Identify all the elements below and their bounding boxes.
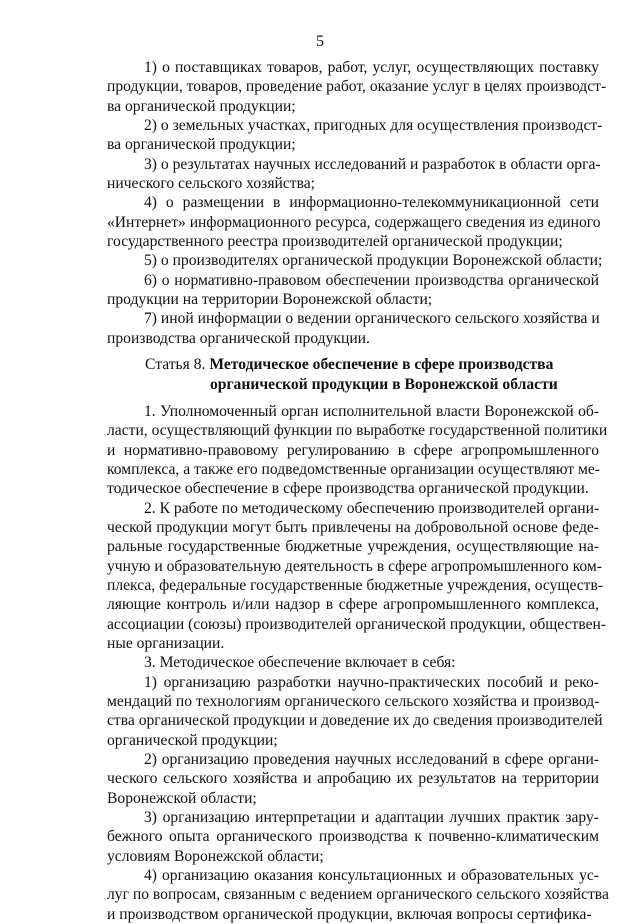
list-item-line: 4) о размещении в информационно-телекоммуникационной сети: [144, 194, 599, 212]
list-item-line: 4) организацию оказания консультационных и образовательных ус-: [144, 867, 599, 885]
paragraph-spacer: [107, 394, 599, 402]
list-item-line: нического сельского хозяйства;: [107, 175, 316, 193]
paragraph-line: ческой продукции могут быть привлечены на добровольной основе феде-: [107, 518, 599, 536]
paragraph-line: 3. Методическое обеспечение включает в себя:: [144, 654, 456, 672]
article-heading-line-2: [107, 375, 599, 394]
list-item-line: государственного реестра производителей органической продукции;: [107, 233, 563, 251]
list-item-line: условиям Воронежской области;: [107, 847, 324, 865]
list-item-line: органической продукции;: [107, 731, 278, 749]
page-number: 5: [316, 33, 324, 50]
list-item-line: и производством органической продукции, включая вопросы сертифика-: [107, 905, 592, 923]
article-title-continued: органической продукции в Воронежской области: [210, 375, 558, 393]
paragraph-line: комплекса, а также его подведомственные организации осуществляют ме-: [107, 460, 600, 478]
list-item-line: Воронежской области;: [107, 789, 257, 807]
article-title: Методическое обеспечение в сфере производства: [209, 356, 554, 374]
paragraph-line: тодическое обеспечение в сфере производства органической продукции.: [107, 480, 589, 498]
paragraph-line: учную и образовательную деятельность в сфере агропромышленного ком-: [107, 557, 602, 575]
paragraph-line: ральные государственные бюджетные учреждения, осуществляющие на-: [107, 538, 599, 556]
paragraph-line: ассоциации (союзы) производителей органической продукции, обществен-: [107, 615, 607, 633]
list-item-line: «Интернет» информационного ресурса, содержащего сведения из единого: [107, 213, 601, 231]
paragraph-line: плекса, федеральные государственные бюджетные учреждения, осуществ-: [107, 576, 604, 594]
paragraph-line: ляющие контроль и/или надзор в сфере агропромышленного комплекса,: [107, 596, 599, 614]
list-item-line: ва органической продукции;: [107, 97, 296, 115]
list-item-line: 3) о результатах научных исследований и разработок в области орга-: [144, 155, 601, 173]
list-item-line: 1) о поставщиках товаров, работ, услуг, осуществляющих поставку: [144, 59, 599, 76]
document-body: [107, 58, 609, 924]
paragraph-line: 1. Уполномоченный орган исполнительной власти Воронежской об-: [144, 402, 599, 420]
list-item-line: 7) иной информации о ведении органического сельского хозяйства и: [144, 310, 600, 328]
list-item-line: 6) о нормативно-правовом обеспечении производства органической: [144, 271, 599, 289]
article-heading-line-1: [107, 355, 599, 374]
list-item-line: 2) о земельных участках, пригодных для осуществления производст-: [144, 117, 603, 135]
list-item-line: продукции, товаров, проведение работ, оказание услуг в целях производст-: [107, 78, 607, 96]
paragraph-line: и нормативно-правовому регулированию в сфере агропромышленного: [107, 441, 599, 459]
list-item-line: бежного опыта органического производства к почвенно-климатическим: [107, 828, 599, 846]
list-item-line: 2) организацию проведения научных исследований в сфере органи-: [144, 751, 599, 769]
paragraph-line: 2. К работе по методическому обеспечению производителей органи-: [144, 499, 600, 517]
list-item-line: ва органической продукции;: [107, 136, 296, 154]
list-item-line: 3) организацию интерпретации и адаптации лучших практик зару-: [144, 809, 599, 827]
list-item-line: 1) организацию разработки научно-практических пособий и реко-: [144, 673, 599, 691]
paragraph-spacer: [107, 348, 599, 355]
list-item-line: ческого сельского хозяйства и апробацию их результатов на территории: [107, 770, 599, 788]
paragraph-line: ные организации.: [107, 634, 225, 652]
paragraph-line: ласти, осуществляющий функции по выработке государственной политики: [107, 422, 608, 440]
list-item-line: луг по вопросам, связанным с ведением органического сельского хозяйства: [107, 886, 609, 904]
list-item-line: мендаций по технологиям органического сельского хозяйства и производ-: [107, 693, 600, 710]
list-item-line: продукции на территории Воронежской области;: [107, 291, 433, 309]
list-item-line: производства органической продукции.: [107, 329, 370, 347]
list-item-line: ства органической продукции и доведение их до сведения производителей: [107, 712, 603, 730]
list-item-line: 5) о производителях органической продукции Воронежской области;: [144, 252, 603, 270]
article-number: Статья 8.: [145, 356, 206, 374]
